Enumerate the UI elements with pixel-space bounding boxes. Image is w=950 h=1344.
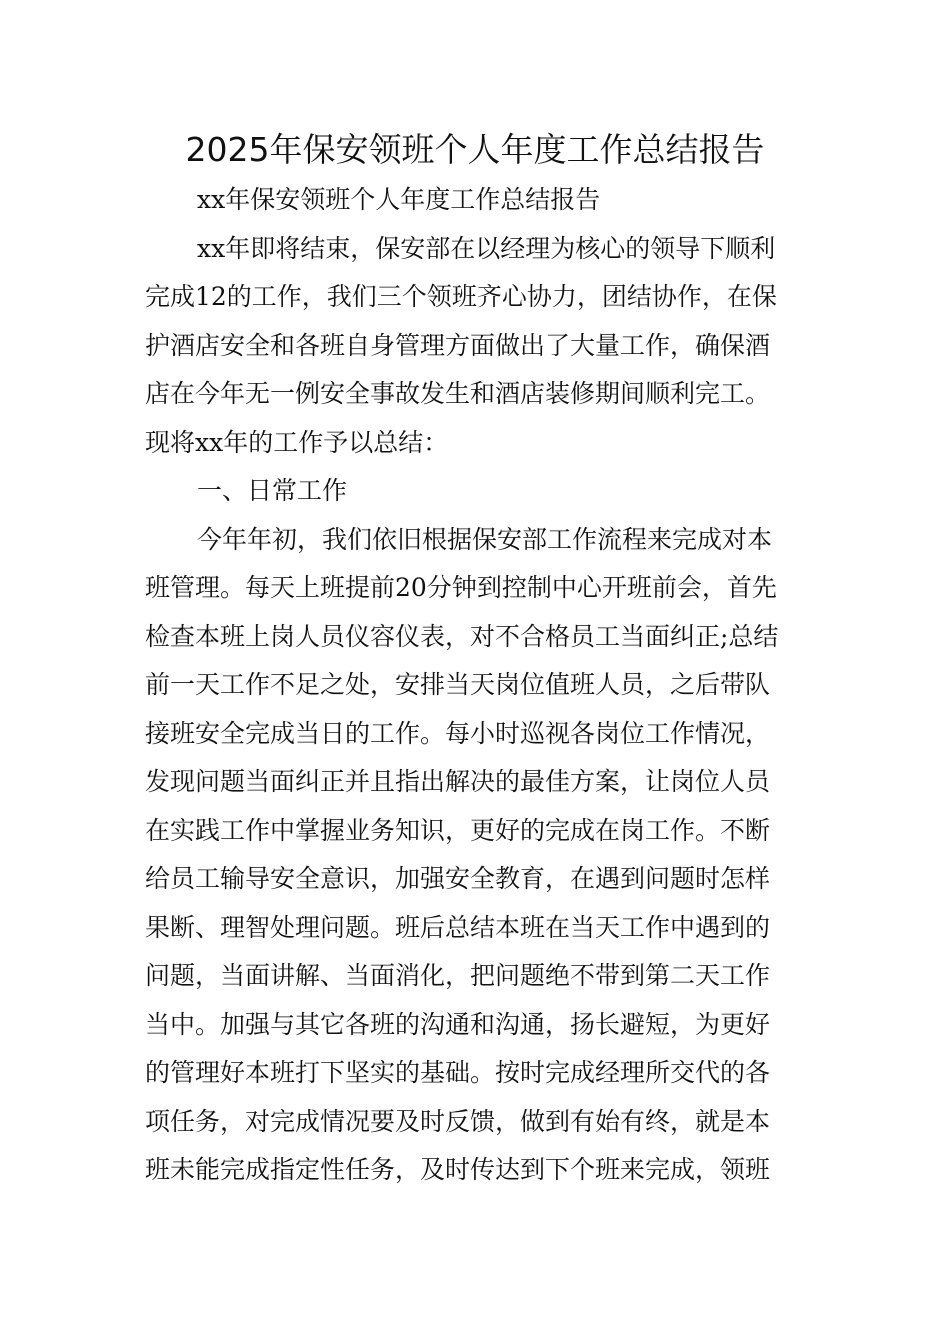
paragraph-line: 完成12的工作，我们三个领班齐心协力，团结协作，在保 [145,282,777,311]
paragraph-line: 给员工输导安全意识，加强安全教育，在遇到问题时怎样 [145,864,771,893]
paragraph-line: 店在今年无一例安全事故发生和酒店装修期间顺利完工。 [145,379,771,408]
paragraph-line: 前一天工作不足之处，安排当天岗位值班人员，之后带队 [145,670,771,699]
paragraph-line: xx年即将结束，保安部在以经理为核心的领导下顺利 [197,233,776,263]
document-body [145,176,810,1195]
paragraph-line: 发现问题当面纠正并且指出解决的最佳方案，让岗位人员 [145,767,771,796]
paragraph-line: 项任务，对完成情况要及时反馈，做到有始有终，就是本 [145,1106,771,1136]
paragraph-line: 检查本班上岗人员仪容仪表，对不合格员工当面纠正;总结 [145,621,779,651]
paragraph-line: 现将xx年的工作予以总结： [145,427,449,457]
paragraph-line: 接班安全完成当日的工作。每小时巡视各岗位工作情况， [145,718,771,748]
document-title: 2025年保安领班个人年度工作总结报告 [185,130,765,169]
paragraph-line: 在实践工作中掌握业务知识，更好的完成在岗工作。不断 [145,815,771,845]
paragraph-line: 班管理。每天上班提前20分钟到控制中心开班前会，首先 [145,573,777,602]
paragraph-line: 今年年初，我们依旧根据保安部工作流程来完成对本 [197,524,773,554]
paragraph-line: 班未能完成指定性任务，及时传达到下个班来完成，领班 [145,1155,771,1184]
paragraph-line: 的管理好本班打下坚实的基础。按时完成经理所交代的各 [145,1058,771,1087]
paragraph-line: 果断、理智处理问题。班后总结本班在当天工作中遇到的 [145,912,771,942]
paragraph-line: 问题，当面讲解、当面消化，把问题绝不带到第二天工作 [145,961,771,990]
paragraph-line: 当中。加强与其它各班的沟通和沟通，扬长避短，为更好 [145,1009,771,1039]
paragraph-line: 护酒店安全和各班自身管理方面做出了大量工作，确保酒 [145,330,771,360]
section-heading: 一、日常工作 [197,476,348,505]
subtitle-line: xx年保安领班个人年度工作总结报告 [197,185,601,214]
